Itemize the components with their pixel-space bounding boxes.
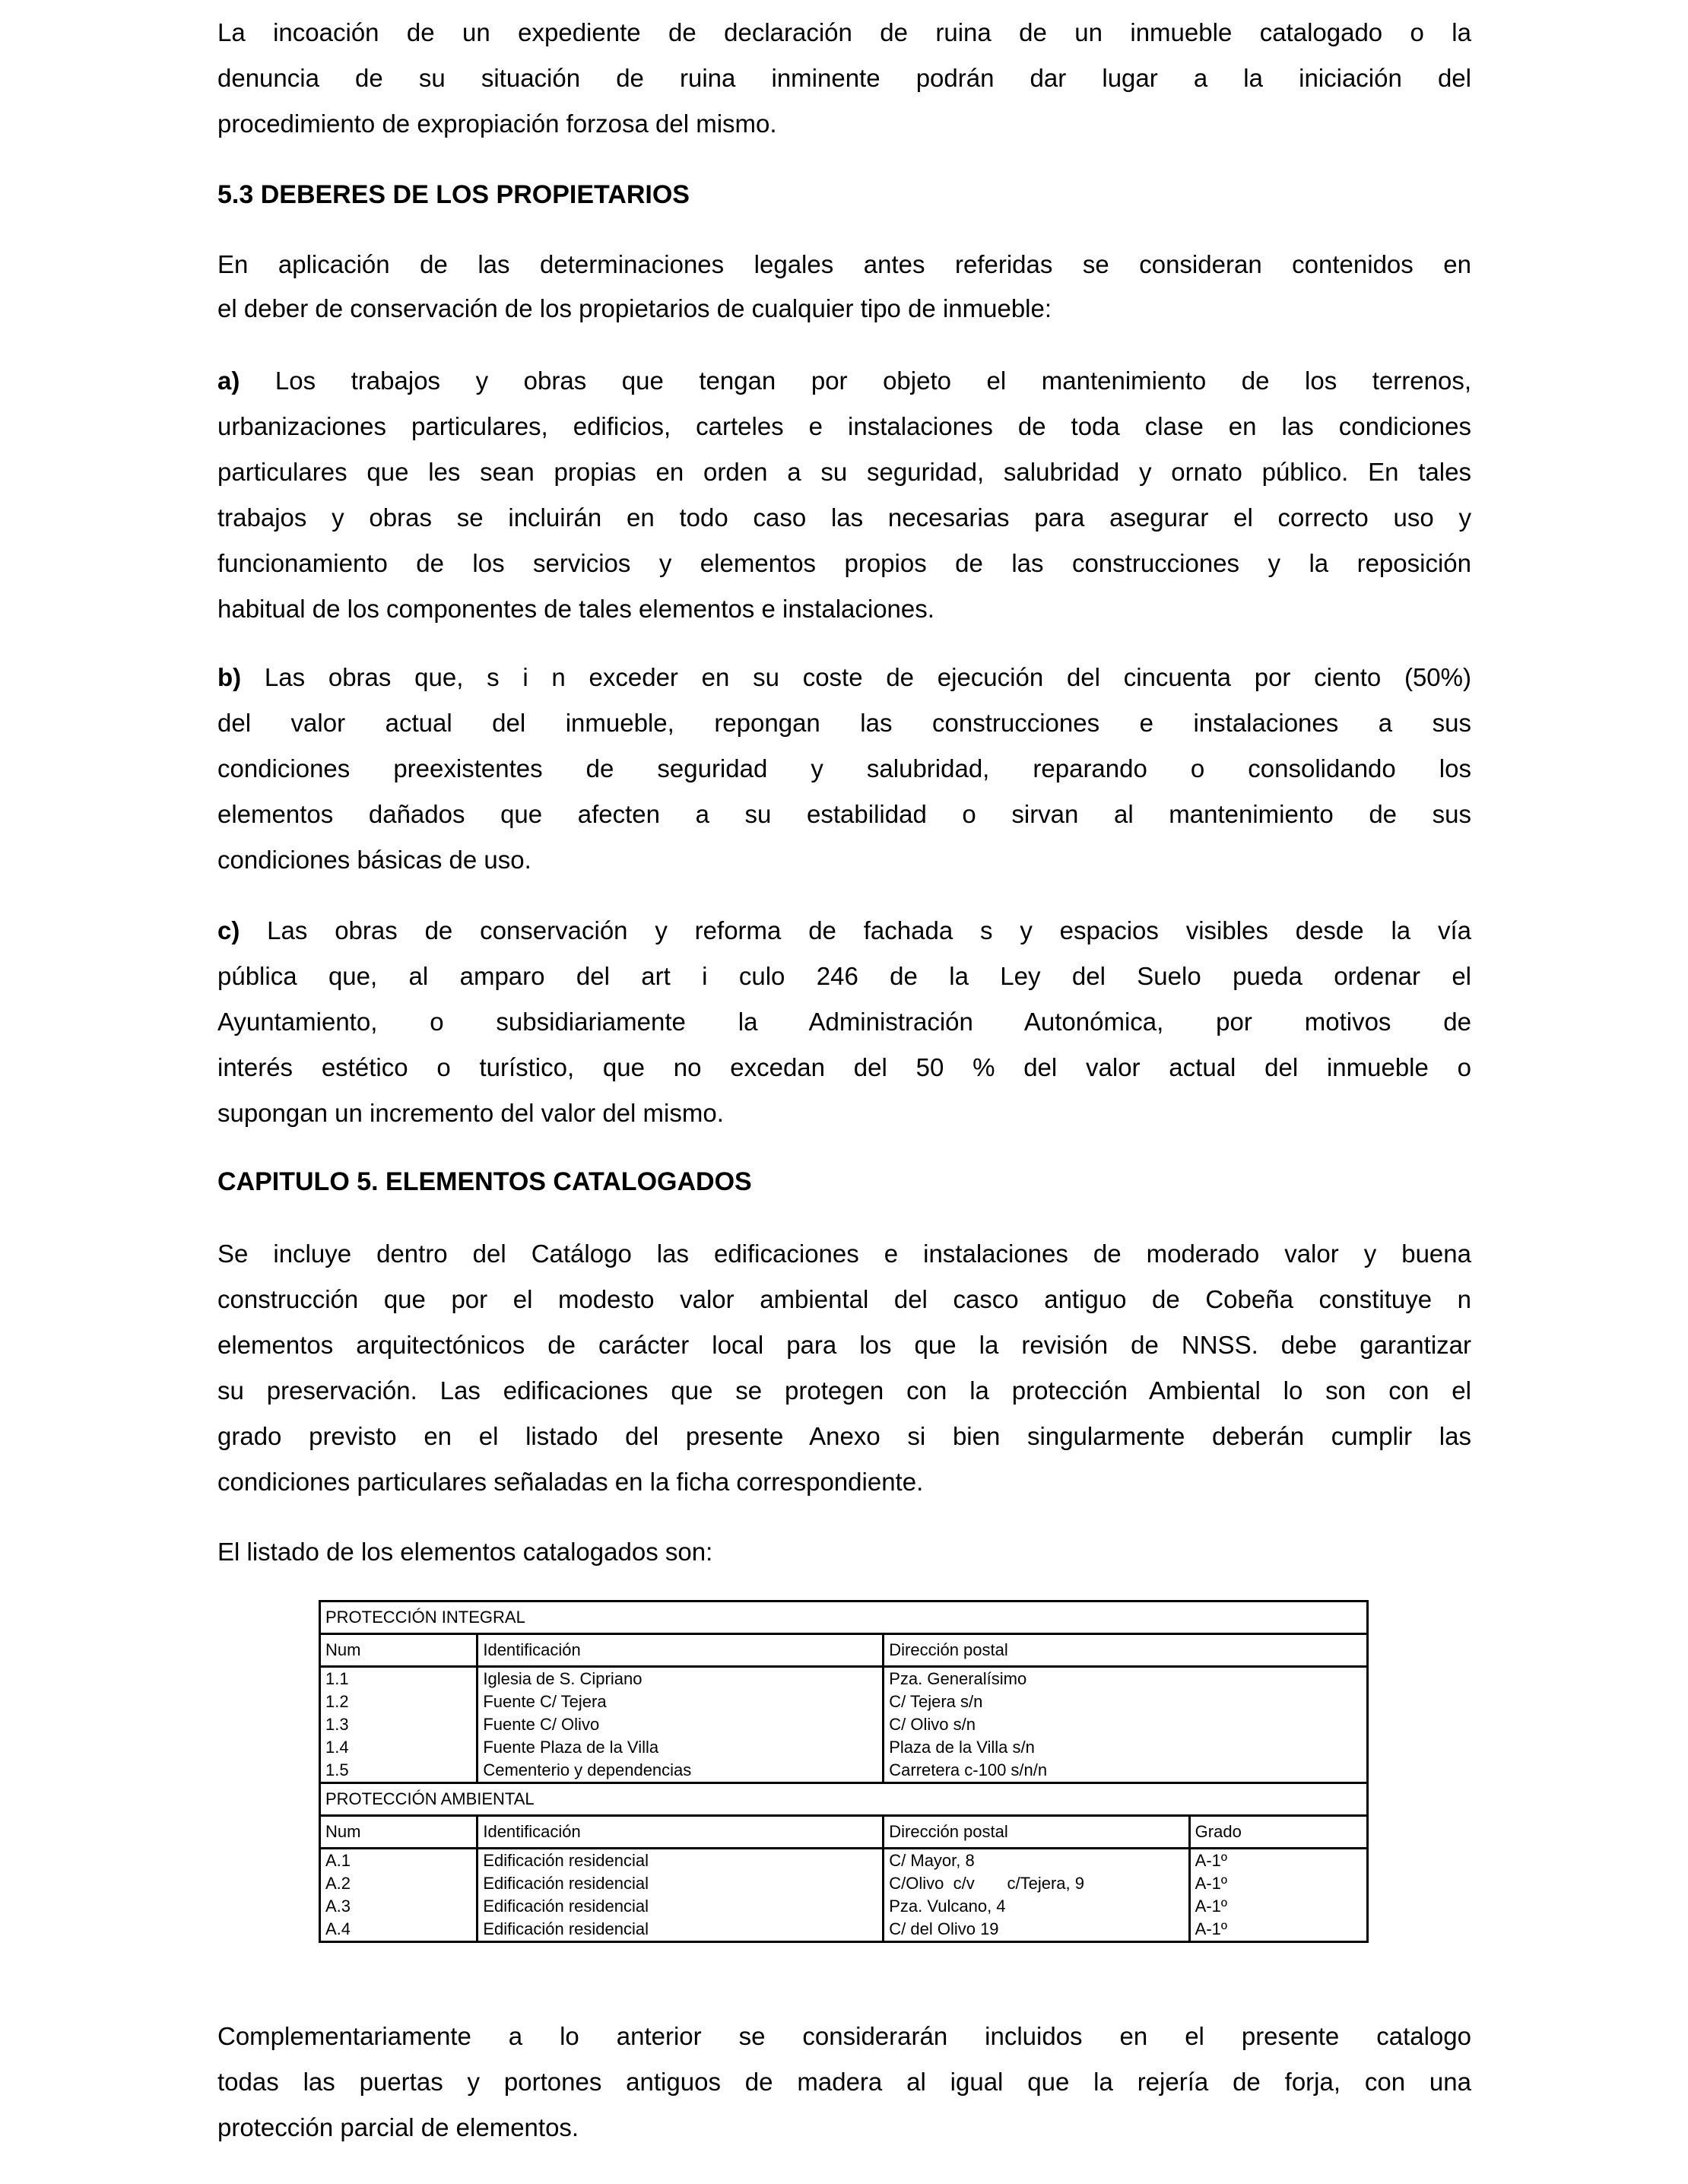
ambiental-dir-column xyxy=(884,1849,1189,1942)
chapter-intro-line: su preservación. Las edificaciones que se protegen con la protección Ambiental lo son con el xyxy=(217,1376,1471,1405)
item-c-line: supongan un incremento del valor del mismo. xyxy=(217,1099,724,1127)
item-c-line: interés estético o turístico, que no excedan del 50 % del valor actual del inmueble o xyxy=(217,1053,1471,1081)
table-cell: Edificación residencial xyxy=(483,1919,649,1938)
table-cell: Plaza de la Villa s/n xyxy=(889,1738,1035,1757)
table-cell: C/ Tejera s/n xyxy=(889,1692,983,1711)
item-a-line: funcionamiento de los servicios y elementos propios de las construcciones y la reposición xyxy=(217,549,1471,577)
chapter-heading: CAPITULO 5. ELEMENTOS CATALOGADOS xyxy=(217,1167,752,1196)
table-cell: Fuente C/ Tejera xyxy=(483,1692,607,1711)
paragraph-ruina-line: La incoación de un expediente de declaración de ruina de un inmueble catalogado o la xyxy=(217,18,1471,46)
header-direccion: Dirección postal xyxy=(884,1634,1368,1667)
ambiental-header-row xyxy=(320,1816,1368,1849)
item-c-label: c) xyxy=(217,916,240,944)
table-cell: Pza. Generalísimo xyxy=(889,1669,1027,1688)
ambiental-title: PROTECCIÓN AMBIENTAL xyxy=(320,1783,1368,1816)
integral-num-column xyxy=(320,1667,478,1783)
table-cell: A-1º xyxy=(1195,1897,1227,1916)
integral-title: PROTECCIÓN INTEGRAL xyxy=(320,1601,1368,1634)
table-cell: C/ Olivo s/n xyxy=(889,1715,976,1734)
paragraph-ruina-line: denuncia de su situación de ruina inminente podrán dar lugar a la iniciación del xyxy=(217,64,1471,92)
table-cell: A-1º xyxy=(1195,1851,1227,1870)
item-a-line: habitual de los componentes de tales elementos e instalaciones. xyxy=(217,595,934,623)
item-b-line: condiciones básicas de uso. xyxy=(217,846,531,874)
table-cell: A.4 xyxy=(325,1919,351,1938)
item-b-line: elementos dañados que afecten a su estabilidad o sirvan al mantenimiento de sus xyxy=(217,800,1471,828)
chapter-intro-line: elementos arquitectónicos de carácter local para los que la revisión de NNSS. debe garantizar xyxy=(217,1331,1471,1359)
item-a-line: urbanizaciones particulares, edificios, carteles e instalaciones de toda clase en las condiciones xyxy=(217,412,1471,440)
integral-data-row xyxy=(320,1667,1368,1783)
item-a-text: Los trabajos y obras que tengan por objeto el mantenimiento de los terrenos, xyxy=(240,367,1471,395)
header-identificacion: Identificación xyxy=(478,1634,884,1667)
table-cell: 1.1 xyxy=(325,1669,349,1688)
table-cell: Iglesia de S. Cipriano xyxy=(483,1669,643,1688)
integral-title-row xyxy=(320,1601,1368,1634)
table-cell: Fuente Plaza de la Villa xyxy=(483,1738,659,1757)
header-num: Num xyxy=(320,1816,478,1849)
table-cell: C/ Mayor, 8 xyxy=(889,1851,975,1870)
integral-dir-column xyxy=(884,1667,1368,1783)
chapter-intro-line: condiciones particulares señaladas en la ficha correspondiente. xyxy=(217,1468,924,1496)
item-a-label: a) xyxy=(217,367,240,395)
catalog-table xyxy=(319,1600,1369,1943)
closing-line: todas las puertas y portones antiguos de madera al igual que la rejería de forja, con una xyxy=(217,2068,1471,2096)
list-intro: El listado de los elementos catalogados son: xyxy=(217,1538,713,1566)
item-b-first-line xyxy=(217,655,1471,700)
intro-line: el deber de conservación de los propietarios de cualquier tipo de inmueble: xyxy=(217,294,1052,322)
item-b-line: del valor actual del inmueble, repongan las construcciones e instalaciones a sus xyxy=(217,709,1471,737)
table-cell: 1.2 xyxy=(325,1692,349,1711)
table-cell: Carretera c-100 s/n/n xyxy=(889,1760,1048,1779)
header-grado: Grado xyxy=(1189,1816,1367,1849)
ambiental-num-column xyxy=(320,1849,478,1942)
item-c-text: Las obras de conservación y reforma de fachada s y espacios visibles desde la vía xyxy=(240,916,1471,944)
table-cell: A.2 xyxy=(325,1874,351,1893)
item-b-label: b) xyxy=(217,663,242,691)
closing-line: Complementariamente a lo anterior se considerarán incluidos en el presente catalogo xyxy=(217,2022,1471,2050)
table-cell: A-1º xyxy=(1195,1919,1227,1938)
chapter-intro-line: construcción que por el modesto valor ambiental del casco antiguo de Cobeña constituye n xyxy=(217,1285,1471,1313)
table-cell: A-1º xyxy=(1195,1874,1227,1893)
ambiental-grado-column xyxy=(1189,1849,1367,1942)
intro-line: En aplicación de las determinaciones legales antes referidas se consideran contenidos en xyxy=(217,250,1471,278)
table-cell: C/ del Olivo 19 xyxy=(889,1919,999,1938)
section-heading-deberes: 5.3 DEBERES DE LOS PROPIETARIOS xyxy=(217,180,690,209)
paragraph-ruina-line: procedimiento de expropiación forzosa del mismo. xyxy=(217,110,777,138)
item-c-line: pública que, al amparo del art i culo 246 de la Ley del Suelo pueda ordenar el xyxy=(217,962,1471,990)
table-cell: A.1 xyxy=(325,1851,351,1870)
ambiental-title-row xyxy=(320,1783,1368,1816)
item-a-first-line xyxy=(217,358,1471,404)
integral-header-row xyxy=(320,1634,1368,1667)
item-a-line: particulares que les sean propias en orden a su seguridad, salubridad y ornato público. En tales xyxy=(217,458,1471,486)
chapter-intro-line: grado previsto en el listado del presente Anexo si bien singularmente deberán cumplir las xyxy=(217,1422,1471,1450)
integral-id-column xyxy=(478,1667,884,1783)
table-cell: Fuente C/ Olivo xyxy=(483,1715,600,1734)
header-num: Num xyxy=(320,1634,478,1667)
table-cell: Pza. Vulcano, 4 xyxy=(889,1897,1006,1916)
header-direccion: Dirección postal xyxy=(884,1816,1189,1849)
chapter-intro-line: Se incluye dentro del Catálogo las edificaciones e instalaciones de moderado valor y buena xyxy=(217,1240,1471,1268)
item-c-line: Ayuntamiento, o subsidiariamente la Administración Autonómica, por motivos de xyxy=(217,1008,1471,1036)
table-cell: Edificación residencial xyxy=(483,1874,649,1893)
table-cell: C/Olivo c/v c/Tejera, 9 xyxy=(889,1874,1084,1893)
table-cell: Edificación residencial xyxy=(483,1851,649,1870)
item-a-line: trabajos y obras se incluirán en todo caso las necesarias para asegurar el correcto uso y xyxy=(217,503,1471,532)
table-cell: A.3 xyxy=(325,1897,351,1916)
item-b-text: Las obras que, s i n exceder en su coste de ejecución del cincuenta por ciento (50%) xyxy=(241,663,1471,691)
table-cell: 1.3 xyxy=(325,1715,349,1734)
table-cell: 1.4 xyxy=(325,1738,349,1757)
closing-line: protección parcial de elementos. xyxy=(217,2113,579,2141)
ambiental-id-column xyxy=(478,1849,884,1942)
table-cell: 1.5 xyxy=(325,1760,349,1779)
ambiental-data-row xyxy=(320,1849,1368,1942)
item-b-line: condiciones preexistentes de seguridad y salubridad, reparando o consolidando los xyxy=(217,754,1471,782)
table-cell: Cementerio y dependencias xyxy=(483,1760,692,1779)
table-cell: Edificación residencial xyxy=(483,1897,649,1916)
header-identificacion: Identificación xyxy=(478,1816,884,1849)
item-c-first-line xyxy=(217,908,1471,954)
